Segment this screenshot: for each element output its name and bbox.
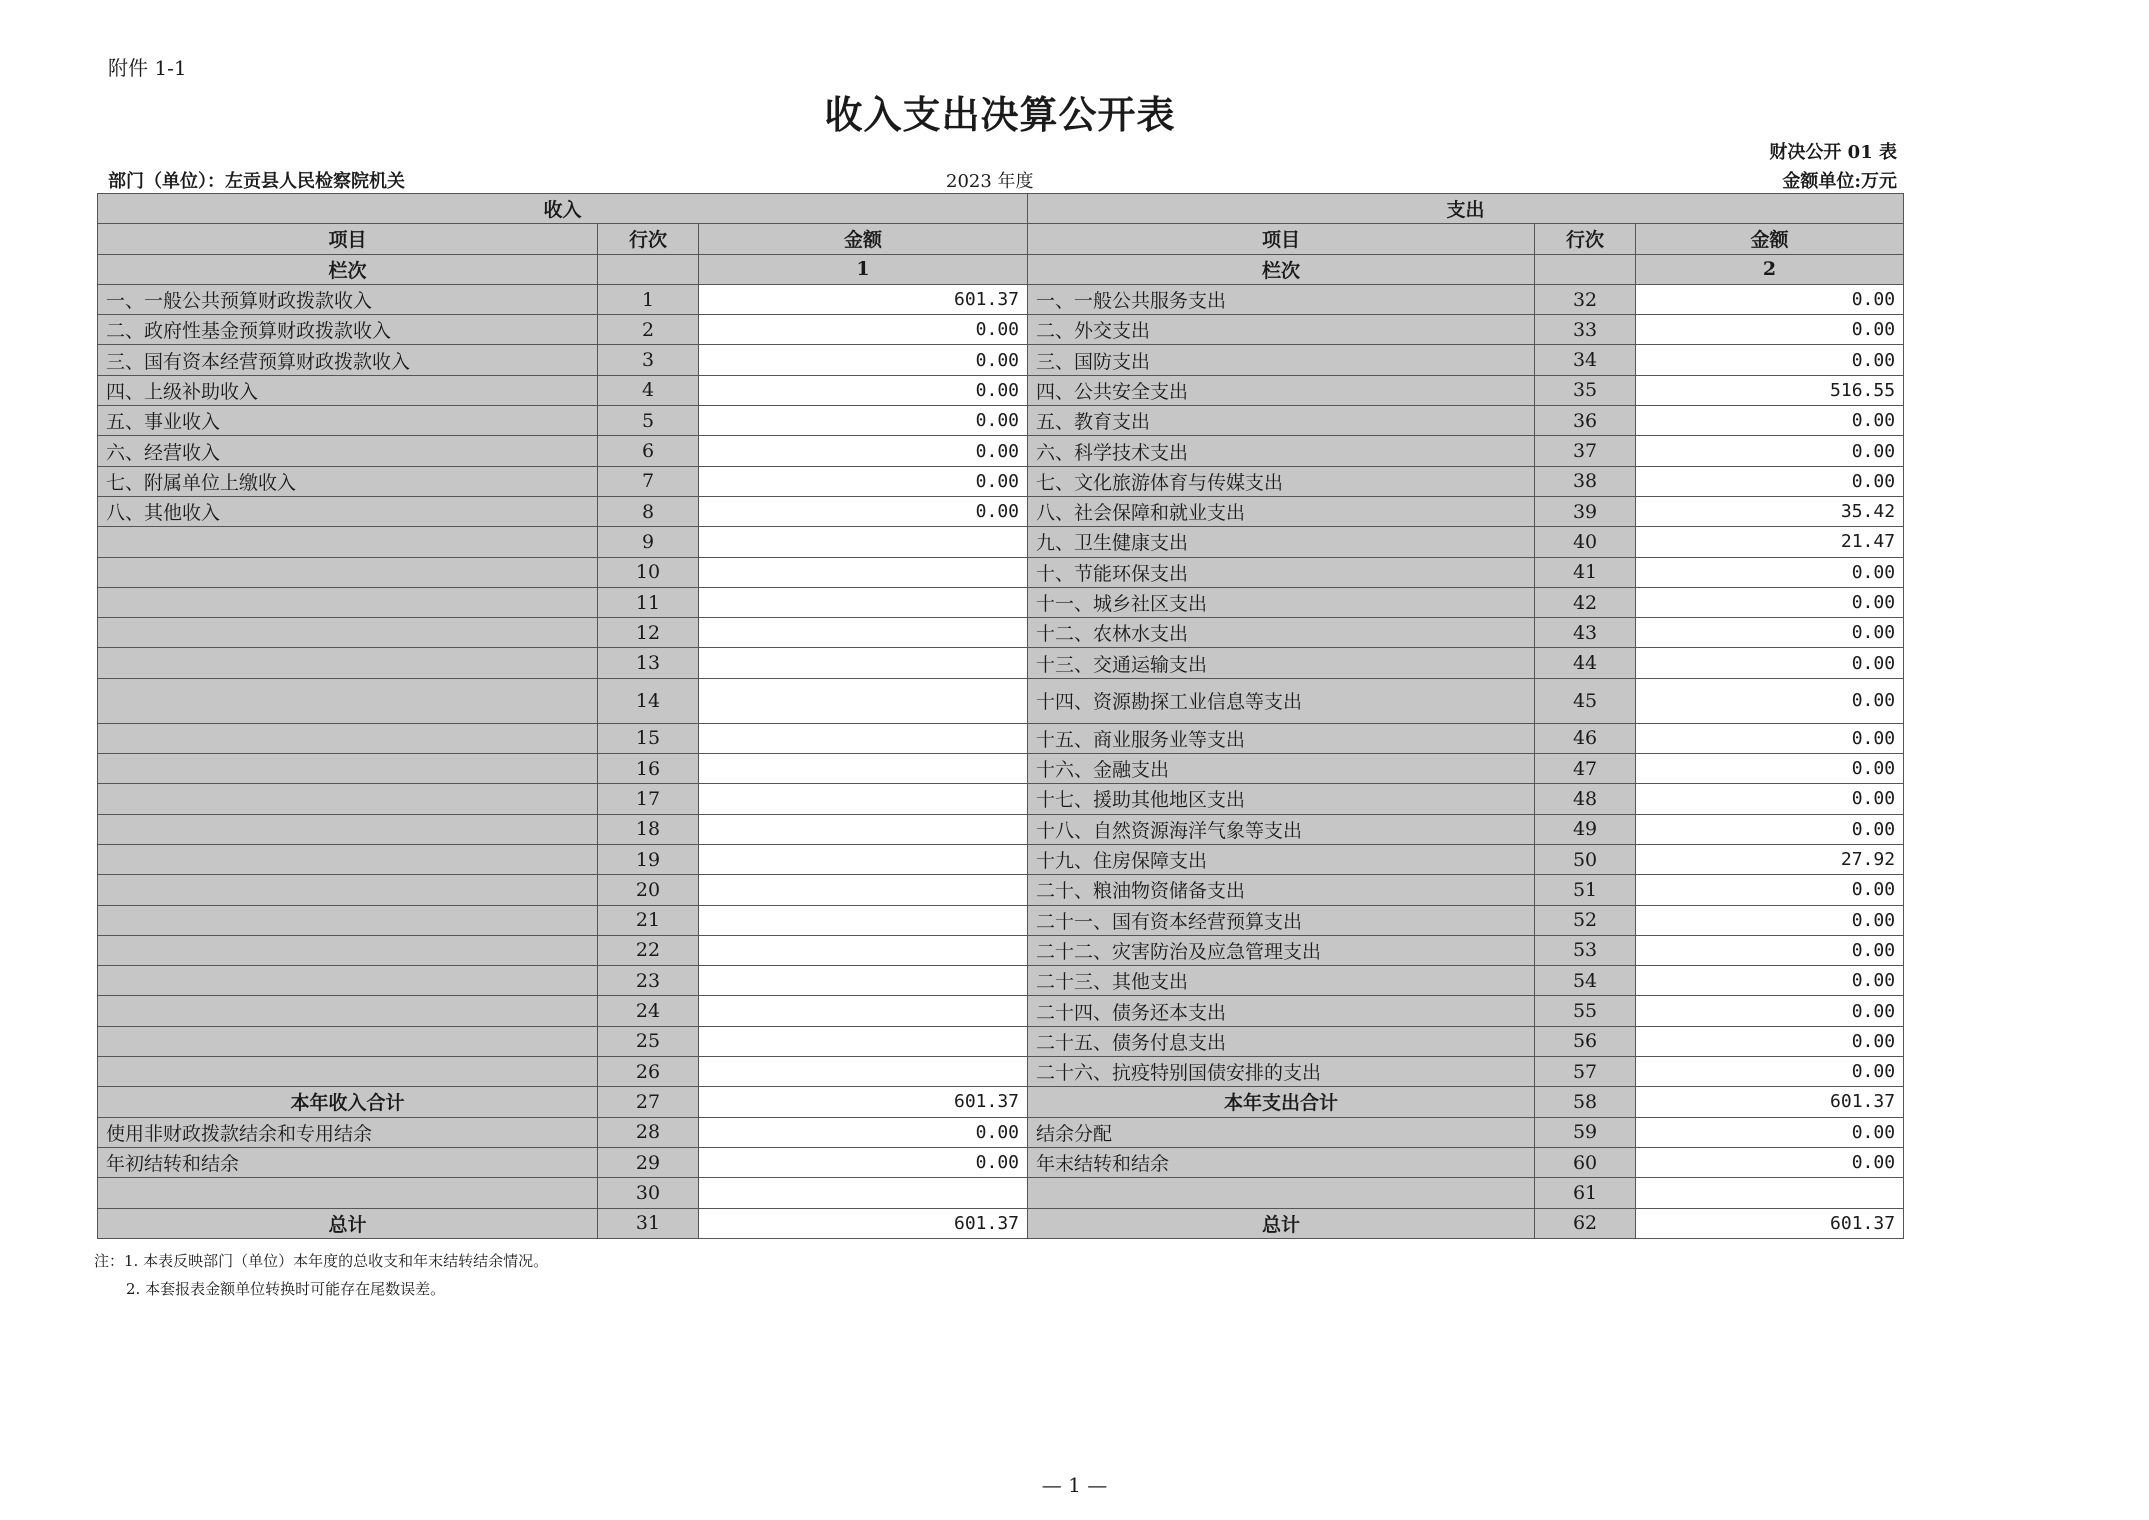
table-row (98, 284, 1904, 314)
expense-row-no-cell: 39 (1535, 496, 1636, 526)
table-row (98, 618, 1904, 648)
table-row (98, 496, 1904, 526)
income-item-cell (98, 784, 598, 814)
expense-row-no-cell: 38 (1535, 466, 1636, 496)
expense-row-no-cell: 53 (1535, 935, 1636, 965)
expense-item-cell: 六、科学技术支出 (1028, 436, 1535, 466)
income-amount-cell: 0.00 (699, 496, 1028, 526)
income-row-no-cell: 12 (598, 618, 699, 648)
income-item-cell (98, 1026, 598, 1056)
expense-row-no-cell: 54 (1535, 966, 1636, 996)
income-amount-cell: 0.00 (699, 406, 1028, 436)
total-row (98, 1208, 1904, 1238)
expense-item-cell: 本年支出合计 (1028, 1087, 1535, 1117)
expense-item-cell: 十四、资源勘探工业信息等支出 (1028, 678, 1535, 723)
income-item-cell: 本年收入合计 (98, 1087, 598, 1117)
expense-row-no-cell: 41 (1535, 557, 1636, 587)
expense-item-cell: 二、外交支出 (1028, 315, 1535, 345)
income-row-no-cell: 22 (598, 935, 699, 965)
page-title: 收入支出决算公开表 (824, 92, 1176, 137)
income-amount-cell (699, 587, 1028, 617)
income-row-no-cell: 4 (598, 375, 699, 405)
expense-row-no-header: 行次 (1535, 224, 1636, 254)
income-item-cell (98, 814, 598, 844)
expense-amount-cell: 0.00 (1636, 284, 1904, 314)
income-amount-cell: 0.00 (699, 1147, 1028, 1177)
expense-amount-header: 金额 (1636, 224, 1904, 254)
income-row-no-cell: 20 (598, 875, 699, 905)
table-row (98, 966, 1904, 996)
income-row-no-cell: 29 (598, 1147, 699, 1177)
expense-item-cell: 结余分配 (1028, 1117, 1535, 1147)
expense-item-cell: 十、节能环保支出 (1028, 557, 1535, 587)
table-row (98, 814, 1904, 844)
income-item-header: 项目 (98, 224, 598, 254)
expense-item-cell: 十九、住房保障支出 (1028, 844, 1535, 874)
table-row (98, 784, 1904, 814)
expense-amount-cell: 0.00 (1636, 587, 1904, 617)
income-item-cell: 七、附属单位上缴收入 (98, 466, 598, 496)
expense-amount-cell: 516.55 (1636, 375, 1904, 405)
expense-row-no-cell: 35 (1535, 375, 1636, 405)
expense-item-cell: 五、教育支出 (1028, 406, 1535, 436)
expense-row-no-cell: 61 (1535, 1178, 1636, 1208)
table-row (98, 844, 1904, 874)
table-row (98, 905, 1904, 935)
income-column-no-blank (598, 254, 699, 284)
income-amount-cell: 0.00 (699, 375, 1028, 405)
income-amount-cell (699, 1178, 1028, 1208)
expense-row-no-cell: 60 (1535, 1147, 1636, 1177)
expense-row-no-cell: 46 (1535, 723, 1636, 753)
income-amount-cell (699, 527, 1028, 557)
income-row-no-cell: 10 (598, 557, 699, 587)
expense-item-cell (1028, 1178, 1535, 1208)
income-row-no-cell: 27 (598, 1087, 699, 1117)
table-row (98, 754, 1904, 784)
expense-amount-cell (1636, 1178, 1904, 1208)
expense-amount-cell: 27.92 (1636, 844, 1904, 874)
expense-item-cell: 二十三、其他支出 (1028, 966, 1535, 996)
income-item-cell (98, 618, 598, 648)
expense-row-no-cell: 55 (1535, 996, 1636, 1026)
expense-column-no-blank (1535, 254, 1636, 284)
income-item-cell (98, 723, 598, 753)
expense-row-no-cell: 37 (1535, 436, 1636, 466)
income-row-no-cell: 30 (598, 1178, 699, 1208)
subtotal-row (98, 1087, 1904, 1117)
note-2: 2. 本套报表金额单位转换时可能存在尾数误差。 (126, 1280, 446, 1298)
expense-item-cell: 九、卫生健康支出 (1028, 527, 1535, 557)
income-amount-cell (699, 648, 1028, 678)
income-item-cell (98, 1178, 598, 1208)
income-item-cell (98, 557, 598, 587)
income-row-no-cell: 5 (598, 406, 699, 436)
income-amount-cell (699, 557, 1028, 587)
expense-amount-cell: 0.00 (1636, 723, 1904, 753)
income-row-no-cell: 17 (598, 784, 699, 814)
income-item-cell: 五、事业收入 (98, 406, 598, 436)
expense-amount-cell: 0.00 (1636, 345, 1904, 375)
income-column-number: 1 (699, 254, 1028, 284)
expense-row-no-cell: 52 (1535, 905, 1636, 935)
expense-amount-cell: 0.00 (1636, 1026, 1904, 1056)
income-amount-cell (699, 905, 1028, 935)
amount-unit: 金额单位:万元 (1782, 171, 1897, 192)
table-row (98, 436, 1904, 466)
income-item-cell (98, 1057, 598, 1087)
expense-item-cell: 七、文化旅游体育与传媒支出 (1028, 466, 1535, 496)
income-item-cell: 总计 (98, 1208, 598, 1238)
income-amount-cell (699, 935, 1028, 965)
expense-row-no-cell: 45 (1535, 678, 1636, 723)
income-expense-table (97, 193, 1904, 1239)
expense-row-no-cell: 47 (1535, 754, 1636, 784)
income-item-cell (98, 678, 598, 723)
expense-amount-cell: 0.00 (1636, 784, 1904, 814)
income-row-no-cell: 23 (598, 966, 699, 996)
expense-row-no-cell: 50 (1535, 844, 1636, 874)
income-item-cell: 六、经营收入 (98, 436, 598, 466)
expense-row-no-cell: 58 (1535, 1087, 1636, 1117)
expense-amount-cell: 0.00 (1636, 1057, 1904, 1087)
expense-item-cell: 十八、自然资源海洋气象等支出 (1028, 814, 1535, 844)
income-row-no-cell: 13 (598, 648, 699, 678)
expense-amount-cell: 0.00 (1636, 406, 1904, 436)
expense-amount-cell: 0.00 (1636, 678, 1904, 723)
income-item-cell (98, 648, 598, 678)
expense-item-cell: 总计 (1028, 1208, 1535, 1238)
column-number-row (98, 254, 1904, 284)
expense-row-no-cell: 57 (1535, 1057, 1636, 1087)
expense-item-cell: 二十四、债务还本支出 (1028, 996, 1535, 1026)
table-row (98, 935, 1904, 965)
expense-item-cell: 二十、粮油物资储备支出 (1028, 875, 1535, 905)
expense-item-cell: 二十六、抗疫特别国债安排的支出 (1028, 1057, 1535, 1087)
income-amount-cell (699, 754, 1028, 784)
income-row-no-cell: 16 (598, 754, 699, 784)
table-row (98, 1026, 1904, 1056)
income-amount-cell (699, 844, 1028, 874)
expense-amount-cell: 0.00 (1636, 935, 1904, 965)
income-item-cell (98, 996, 598, 1026)
expense-row-no-cell: 48 (1535, 784, 1636, 814)
income-amount-cell: 601.37 (699, 1087, 1028, 1117)
expense-row-no-cell: 40 (1535, 527, 1636, 557)
income-row-no-cell: 31 (598, 1208, 699, 1238)
note-1: 注：1. 本表反映部门（单位）本年度的总收支和年末结转结余情况。 (94, 1252, 549, 1270)
expense-amount-cell: 0.00 (1636, 466, 1904, 496)
expense-row-no-cell: 56 (1535, 1026, 1636, 1056)
table-row (98, 466, 1904, 496)
income-section-header: 收入 (98, 194, 1028, 224)
expense-amount-cell: 21.47 (1636, 527, 1904, 557)
income-item-cell: 四、上级补助收入 (98, 375, 598, 405)
column-header-row (98, 224, 1904, 254)
income-amount-cell (699, 814, 1028, 844)
expense-row-no-cell: 42 (1535, 587, 1636, 617)
table-row (98, 315, 1904, 345)
expense-item-cell: 二十二、灾害防治及应急管理支出 (1028, 935, 1535, 965)
income-amount-cell: 601.37 (699, 284, 1028, 314)
income-amount-header: 金额 (699, 224, 1028, 254)
income-row-no-cell: 25 (598, 1026, 699, 1056)
table-row (98, 1117, 1904, 1147)
page-number: — 1 — (1041, 1473, 1108, 1497)
table-row (98, 678, 1904, 723)
expense-amount-cell: 0.00 (1636, 875, 1904, 905)
expense-amount-cell: 35.42 (1636, 496, 1904, 526)
expense-amount-cell: 0.00 (1636, 436, 1904, 466)
table-row (98, 1178, 1904, 1208)
expense-row-no-cell: 34 (1535, 345, 1636, 375)
income-item-cell (98, 935, 598, 965)
income-item-cell: 二、政府性基金预算财政拨款收入 (98, 315, 598, 345)
table-row (98, 1057, 1904, 1087)
expense-row-no-cell: 44 (1535, 648, 1636, 678)
income-item-cell: 年初结转和结余 (98, 1147, 598, 1177)
expense-amount-cell: 0.00 (1636, 966, 1904, 996)
expense-item-cell: 年末结转和结余 (1028, 1147, 1535, 1177)
expense-amount-cell: 0.00 (1636, 814, 1904, 844)
table-row (98, 557, 1904, 587)
table-row (98, 723, 1904, 753)
income-row-no-cell: 19 (598, 844, 699, 874)
income-amount-cell: 0.00 (699, 466, 1028, 496)
income-amount-cell: 0.00 (699, 345, 1028, 375)
expense-item-cell: 十五、商业服务业等支出 (1028, 723, 1535, 753)
income-amount-cell (699, 1026, 1028, 1056)
table-notes (94, 1247, 548, 1303)
income-item-cell (98, 905, 598, 935)
table-row (98, 375, 1904, 405)
table-row (98, 406, 1904, 436)
expense-item-cell: 十七、援助其他地区支出 (1028, 784, 1535, 814)
income-row-no-cell: 15 (598, 723, 699, 753)
expense-item-cell: 十二、农林水支出 (1028, 618, 1535, 648)
income-row-no-cell: 11 (598, 587, 699, 617)
expense-row-no-cell: 51 (1535, 875, 1636, 905)
income-item-cell: 一、一般公共预算财政拨款收入 (98, 284, 598, 314)
expense-amount-cell: 0.00 (1636, 996, 1904, 1026)
expense-item-cell: 三、国防支出 (1028, 345, 1535, 375)
expense-column-no-label: 栏次 (1028, 254, 1535, 284)
income-row-no-cell: 8 (598, 496, 699, 526)
income-row-no-cell: 21 (598, 905, 699, 935)
section-header-row (98, 194, 1904, 224)
expense-amount-cell: 0.00 (1636, 1147, 1904, 1177)
income-amount-cell: 0.00 (699, 436, 1028, 466)
attachment-label: 附件 1-1 (108, 56, 187, 80)
expense-row-no-cell: 36 (1535, 406, 1636, 436)
income-row-no-header: 行次 (598, 224, 699, 254)
expense-row-no-cell: 62 (1535, 1208, 1636, 1238)
income-amount-cell (699, 875, 1028, 905)
income-item-cell (98, 966, 598, 996)
expense-item-cell: 二十一、国有资本经营预算支出 (1028, 905, 1535, 935)
income-row-no-cell: 6 (598, 436, 699, 466)
table-row (98, 875, 1904, 905)
expense-item-cell: 八、社会保障和就业支出 (1028, 496, 1535, 526)
expense-item-cell: 四、公共安全支出 (1028, 375, 1535, 405)
expense-row-no-cell: 43 (1535, 618, 1636, 648)
expense-item-cell: 一、一般公共服务支出 (1028, 284, 1535, 314)
income-item-cell: 八、其他收入 (98, 496, 598, 526)
expense-item-cell: 二十五、债务付息支出 (1028, 1026, 1535, 1056)
expense-amount-cell: 0.00 (1636, 618, 1904, 648)
income-amount-cell (699, 996, 1028, 1026)
table-row (98, 1147, 1904, 1177)
income-amount-cell: 601.37 (699, 1208, 1028, 1238)
income-row-no-cell: 14 (598, 678, 699, 723)
income-item-cell (98, 587, 598, 617)
income-row-no-cell: 2 (598, 315, 699, 345)
expense-row-no-cell: 32 (1535, 284, 1636, 314)
income-item-cell (98, 527, 598, 557)
table-row (98, 648, 1904, 678)
table-number: 财决公开 01 表 (1769, 142, 1897, 163)
income-amount-cell: 0.00 (699, 315, 1028, 345)
expense-item-cell: 十六、金融支出 (1028, 754, 1535, 784)
expense-item-header: 项目 (1028, 224, 1535, 254)
income-item-cell: 三、国有资本经营预算财政拨款收入 (98, 345, 598, 375)
table-row (98, 345, 1904, 375)
table-row (98, 996, 1904, 1026)
income-item-cell: 使用非财政拨款结余和专用结余 (98, 1117, 598, 1147)
expense-amount-cell: 0.00 (1636, 754, 1904, 784)
department-label: 部门（单位）：左贡县人民检察院机关 (108, 171, 405, 192)
income-column-no-label: 栏次 (98, 254, 598, 284)
expense-amount-cell: 601.37 (1636, 1087, 1904, 1117)
income-row-no-cell: 28 (598, 1117, 699, 1147)
expense-section-header: 支出 (1028, 194, 1904, 224)
table-row (98, 587, 1904, 617)
expense-amount-cell: 0.00 (1636, 315, 1904, 345)
income-item-cell (98, 875, 598, 905)
income-item-cell (98, 844, 598, 874)
expense-item-cell: 十三、交通运输支出 (1028, 648, 1535, 678)
income-amount-cell (699, 966, 1028, 996)
income-row-no-cell: 26 (598, 1057, 699, 1087)
expense-amount-cell: 0.00 (1636, 1117, 1904, 1147)
expense-row-no-cell: 49 (1535, 814, 1636, 844)
expense-row-no-cell: 33 (1535, 315, 1636, 345)
income-amount-cell (699, 784, 1028, 814)
expense-amount-cell: 601.37 (1636, 1208, 1904, 1238)
income-amount-cell (699, 618, 1028, 648)
expense-amount-cell: 0.00 (1636, 905, 1904, 935)
income-row-no-cell: 9 (598, 527, 699, 557)
income-amount-cell (699, 1057, 1028, 1087)
income-amount-cell (699, 678, 1028, 723)
expense-amount-cell: 0.00 (1636, 648, 1904, 678)
income-amount-cell: 0.00 (699, 1117, 1028, 1147)
expense-amount-cell: 0.00 (1636, 557, 1904, 587)
income-item-cell (98, 754, 598, 784)
income-row-no-cell: 24 (598, 996, 699, 1026)
table-row (98, 527, 1904, 557)
income-row-no-cell: 1 (598, 284, 699, 314)
fiscal-year: 2023 年度 (946, 171, 1034, 192)
expense-item-cell: 十一、城乡社区支出 (1028, 587, 1535, 617)
expense-column-number: 2 (1636, 254, 1904, 284)
income-row-no-cell: 7 (598, 466, 699, 496)
income-row-no-cell: 3 (598, 345, 699, 375)
income-amount-cell (699, 723, 1028, 753)
income-row-no-cell: 18 (598, 814, 699, 844)
expense-row-no-cell: 59 (1535, 1117, 1636, 1147)
